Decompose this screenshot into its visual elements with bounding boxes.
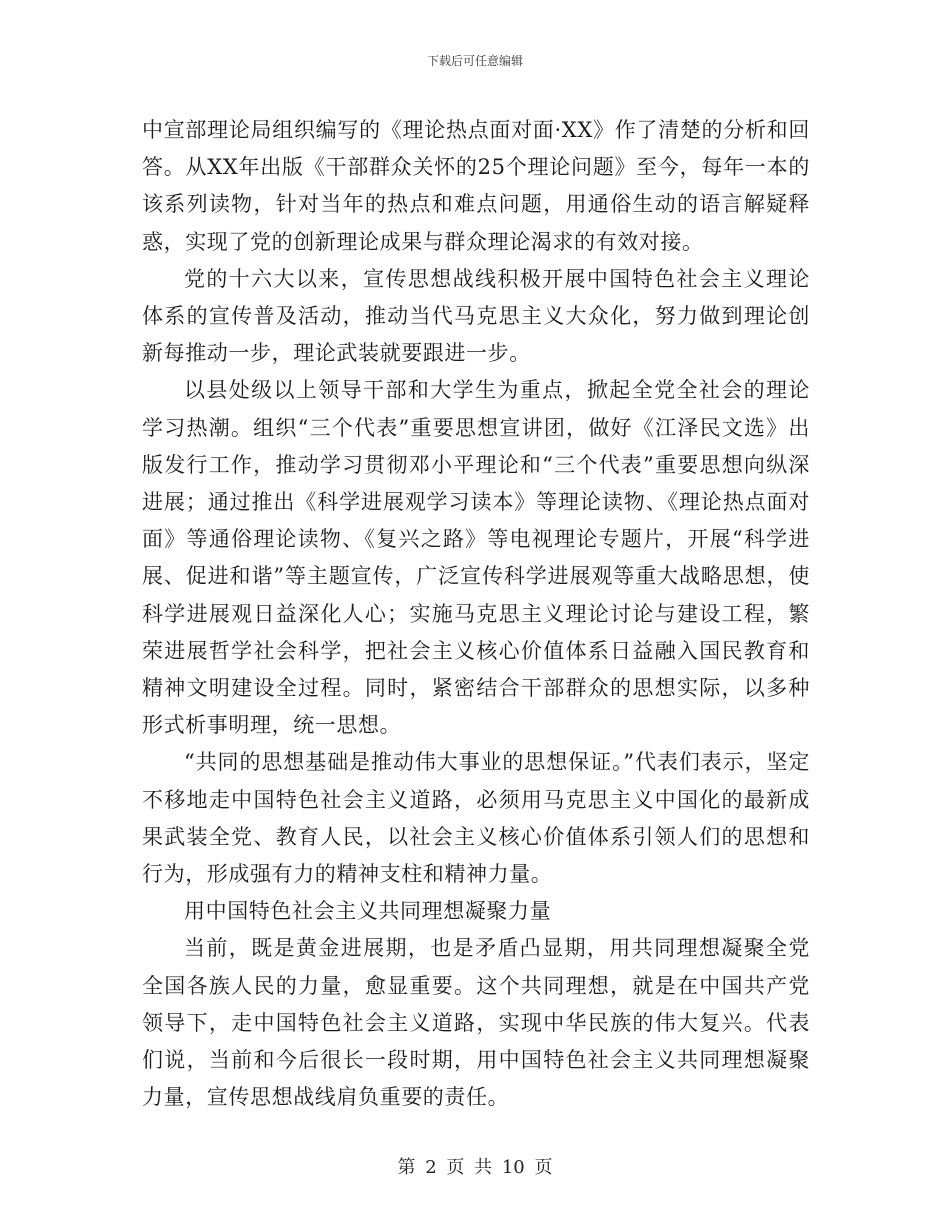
page-footer: 第 2 页 共 10 页 [397, 1157, 553, 1178]
page-header: 下载后可任意编辑 [426, 54, 523, 68]
section-heading: 用中国特色社会主义共同理想凝聚力量 [184, 899, 552, 924]
paragraph-5: 当前，既是黄金进展期，也是矛盾凸显期，用共同理想凝聚全党全国各族人民的力量，愈显重要。这个共同理想，就是在中国共产党领导下，走中国特色社会主义道路，实现中华民族的伟大复兴。代表们说，当前和今后很长一段时期，用中国特色社会主义共同理想凝聚力量，宣传思想战线肩负重要的责任。 [142, 936, 810, 1110]
paragraph-3: 以县处级以上领导干部和大学生为重点，掀起全党全社会的理论学习热潮。组织“三个代表”重要思想宣讲团，做好《江泽民文选》出版发行工作，推动学习贯彻邓小平理论和“三个代表”重要思想向纵深进展；通过推出《科学进展观学习读本》等理论读物、《理论热点面对面》等通俗理论读物、《复兴之路》等电视理论专题片，开展“科学进展、促进和谐”等主题宣传，广泛宣传科学进展观等重大战略思想，使科学进展观日益深化人心；实施马克思主义理论讨论与建设工程，繁荣进展哲学社会科学，把社会主义核心价值体系日益融入国民教育和精神文明建设全过程。同时，紧密结合干部群众的思想实际，以多种形式析事明理，统一思想。 [142, 378, 810, 738]
paragraph-2: 党的十六大以来，宣传思想战线积极开展中国特色社会主义理论体系的宣传普及活动，推动当代马克思主义大众化，努力做到理论创新每推动一步，理论武装就要跟进一步。 [142, 266, 810, 366]
paragraph-4: “共同的思想基础是推动伟大事业的思想保证。”代表们表示，坚定不移地走中国特色社会主义道路，必须用马克思主义中国化的最新成果武装全党、教育人民，以社会主义核心价值体系引领人们的思想和行为，形成强有力的精神支柱和精神力量。 [142, 750, 810, 887]
paragraph-1: 中宣部理论局组织编写的《理论热点面对面·XX》作了清楚的分析和回答。从XX年出版《干部群众关怀的25个理论问题》至今，每年一本的该系列读物，针对当年的热点和难点问题，用通俗生动的语言解疑释惑，实现了党的创新理论成果与群众理论渴求的有效对接。 [142, 118, 810, 254]
document-body [142, 112, 810, 1116]
